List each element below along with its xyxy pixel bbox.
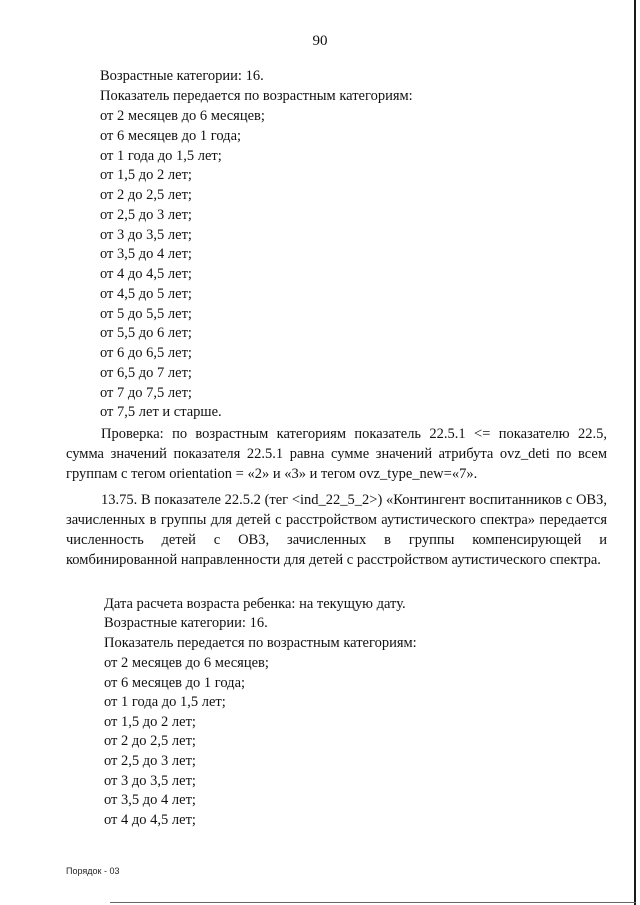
footer-note: Порядок - 03: [66, 866, 120, 876]
list-item: от 2 до 2,5 лет;: [104, 733, 196, 750]
page-number: 90: [312, 33, 328, 49]
list-item: от 4 до 4,5 лет;: [104, 811, 196, 828]
list-item: от 4 до 4,5 лет;: [100, 266, 192, 282]
list-item: от 5 до 5,5 лет;: [100, 305, 192, 322]
page-edge-right: [634, 0, 636, 905]
list-item: от 6 до 6,5 лет;: [100, 345, 192, 361]
page-edge-bottom: [110, 902, 636, 903]
list-item: от 6 месяцев до 1 года;: [100, 127, 242, 144]
list-item: от 6 месяцев до 1 года;: [104, 674, 246, 691]
list-item: от 1 года до 1,5 лет;: [100, 147, 222, 164]
section-13-75-paragraph: 13.75. В показателе 22.5.2 (тег <ind_22_5_2>) «Контингент воспитанников с ОВЗ, зачисленных в группы для детей с расстройством аутистического спектра» передается численность детей с ОВЗ, зачисленных в группы компенсирующей и комбинированной направленности для детей с расстройством аутистического спектра.: [66, 492, 607, 568]
list-item: от 1,5 до 2 лет;: [100, 167, 192, 184]
list-item: от 2 месяцев до 6 месяцев;: [100, 108, 265, 124]
list-item: от 3,5 до 4 лет;: [100, 246, 192, 263]
list-item: от 7 до 7,5 лет;: [100, 384, 192, 401]
list-item: от 2,5 до 3 лет;: [104, 753, 196, 769]
list-item: от 4,5 до 5 лет;: [100, 285, 192, 302]
list-intro-2: Показатель передается по возрастным категориям:: [104, 635, 417, 651]
list-item: от 3 до 3,5 лет;: [104, 772, 196, 789]
check-paragraph: Проверка: по возрастным категориям показатель 22.5.1 <= показателю 22.5, сумма значений показателя 22.5.1 равна сумме значений атрибута ovz_deti по всем группам с тегом orientation = «2» и «3» и тегом ovz_type_new=«7».: [66, 426, 607, 482]
list-item: от 1 года до 1,5 лет;: [104, 694, 226, 711]
list-item: от 2 месяцев до 6 месяцев;: [104, 655, 269, 671]
age-categories-line-2: Возрастные категории: 16.: [104, 615, 268, 631]
list-item: от 6,5 до 7 лет;: [100, 364, 192, 381]
list-item: от 2 до 2,5 лет;: [100, 187, 192, 203]
age-categories-line: Возрастные категории: 16.: [100, 68, 264, 84]
list-item: от 7,5 лет и старше.: [100, 404, 222, 421]
calc-date-line: Дата расчета возраста ребенка: на текущую дату.: [104, 596, 406, 612]
list-item: от 2,5 до 3 лет;: [100, 206, 192, 223]
list-item: от 3,5 до 4 лет;: [104, 792, 196, 809]
list-item: от 5,5 до 6 лет;: [100, 325, 192, 342]
list-item: от 3 до 3,5 лет;: [100, 226, 192, 243]
list-intro: Показатель передается по возрастным категориям:: [100, 88, 413, 104]
list-item: от 1,5 до 2 лет;: [104, 713, 196, 730]
